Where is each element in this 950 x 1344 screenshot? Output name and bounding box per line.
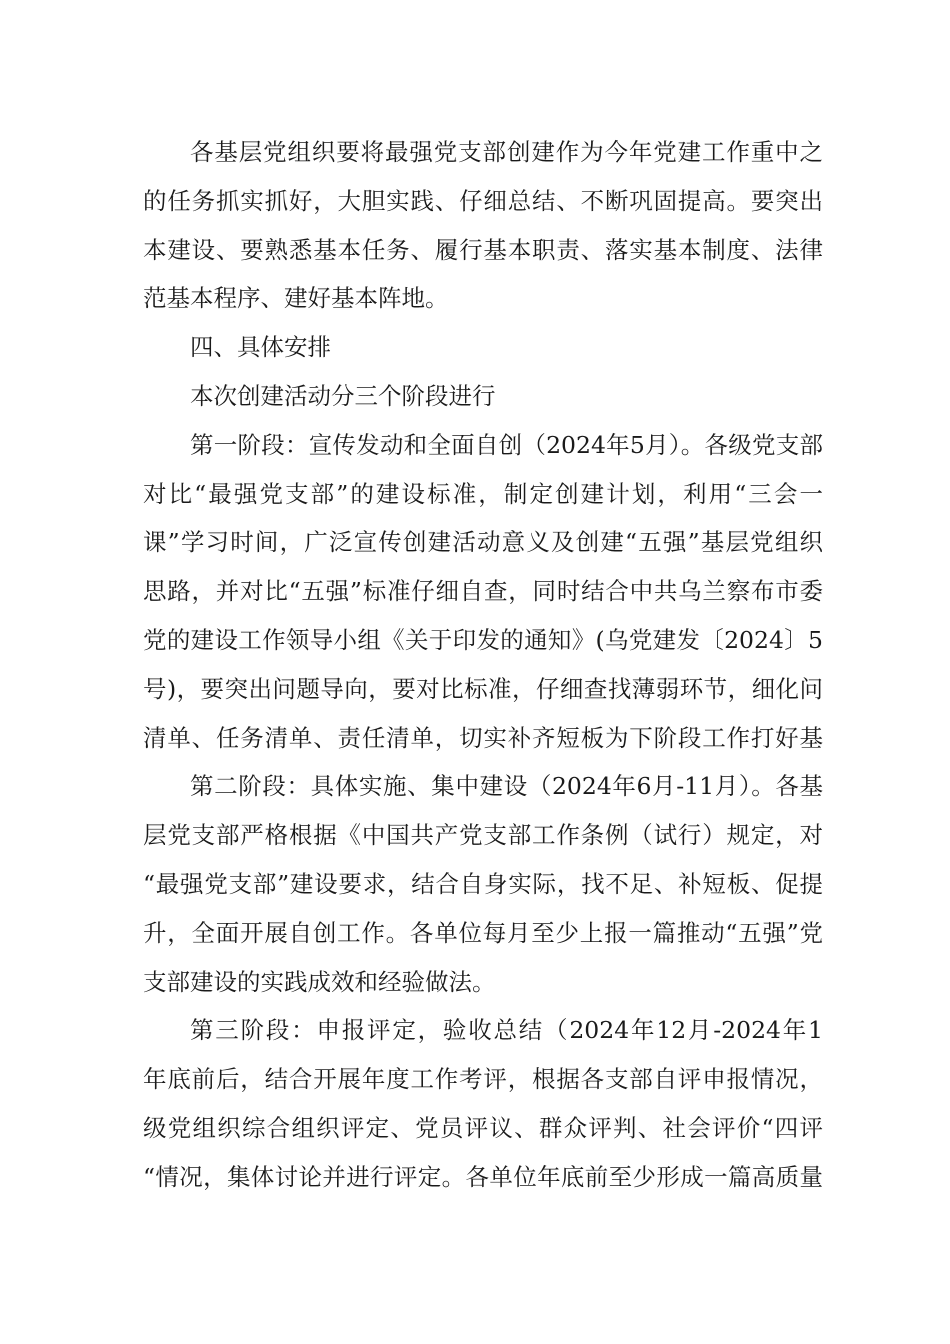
text-line: 党的建设工作领导小组《关于印发的通知》(乌党建发〔2024〕5 xyxy=(143,625,823,654)
text-line: 本次创建活动分三个阶段进行 xyxy=(190,381,496,410)
text-line: “最强党支部”建设要求，结合自身实际，找不足、补短板、促提 xyxy=(143,869,823,898)
text-line: 课”学习时间，广泛宣传创建活动意义及创建“五强”基层党组织 xyxy=(143,528,823,557)
text-line: 支部建设的实践成效和经验做法。 xyxy=(143,967,496,996)
document-body xyxy=(143,128,823,1202)
text-line: 第二阶段：具体实施、集中建设（2024年6月-11月）。各基 xyxy=(190,772,823,801)
text-line: 号)，要突出问题导向，要对比标准，仔细查找薄弱环节，细化问 xyxy=(143,674,823,703)
text-line: 各基层党组织要将最强党支部创建作为今年党建工作重中之 xyxy=(190,138,823,166)
text-line: 第一阶段：宣传发动和全面自创（2024年5月）。各级党支部 xyxy=(190,430,823,459)
text-line: 范基本程序、建好基本阵地。 xyxy=(143,284,449,313)
text-line: 的任务抓实抓好，大胆实践、仔细总结、不断巩固提高。要突出 xyxy=(143,186,823,215)
text-line: 四、具体安排 xyxy=(190,333,331,362)
text-line: 对比“最强党支部”的建设标准，制定创建计划，利用“三会一 xyxy=(143,479,823,508)
text-line: 级党组织综合组织评定、党员评议、群众评判、社会评价“四评 xyxy=(143,1113,823,1142)
text-line: 本建设、要熟悉基本任务、履行基本职责、落实基本制度、法律 xyxy=(143,235,823,264)
text-line: 思路，并对比“五强”标准仔细自查，同时结合中共乌兰察布市委 xyxy=(143,577,823,606)
text-line: 升，全面开展自创工作。各单位每月至少上报一篇推动“五强”党 xyxy=(143,918,823,947)
text-line: 清单、任务清单、责任清单，切实补齐短板为下阶段工作打好基 xyxy=(143,723,823,752)
text-line: “情况，集体讨论并进行评定。各单位年底前至少形成一篇高质量 xyxy=(143,1162,823,1191)
text-line: 年底前后，结合开展年度工作考评，根据各支部自评申报情况， xyxy=(143,1065,823,1094)
text-line: 层党支部严格根据《中国共产党支部工作条例（试行）规定，对 xyxy=(143,821,823,850)
text-line: 第三阶段：申报评定，验收总结（2024年12月-2024年1 xyxy=(190,1016,823,1045)
